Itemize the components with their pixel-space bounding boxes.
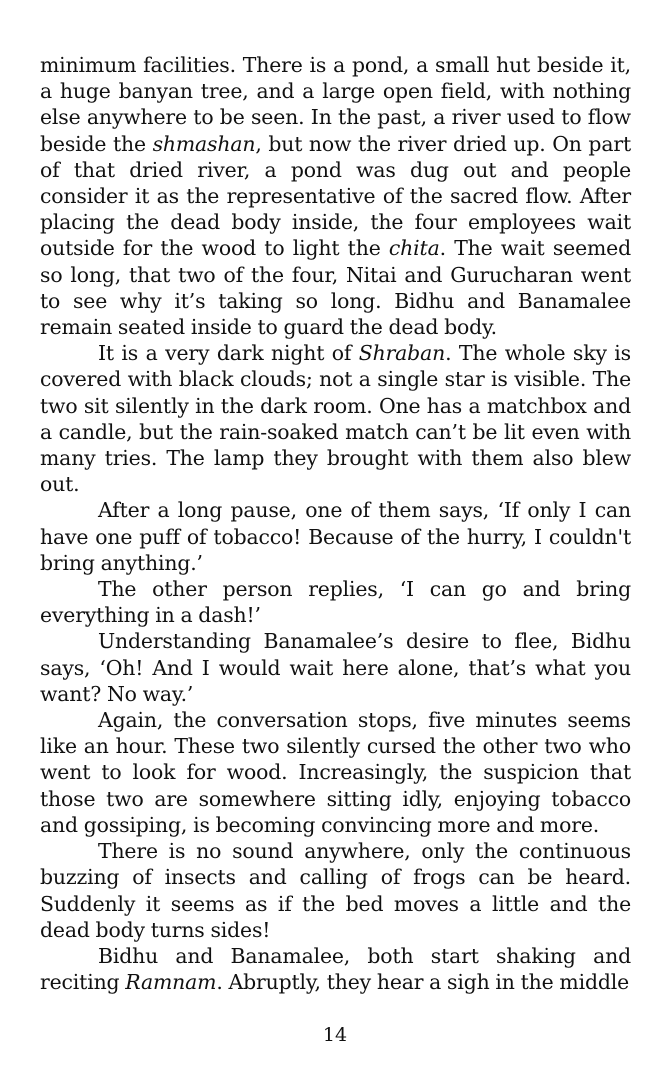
paragraph xyxy=(40,628,631,707)
text-run: After a long pause, one of them says, ‘If only I can have one puff of tobacco! Because of the hurry, I couldn't bring anything.’ xyxy=(40,498,631,575)
italic-term: Shraban xyxy=(358,341,446,366)
text-run: The other person replies, ‘I can go and bring everything in a dash!’ xyxy=(40,577,631,628)
text-run: minimum facilities. There is a pond, a small hut beside it, a huge banyan tree, and a large open field, with nothing else anywhere to be seen. In the past, a river used to flow beside the xyxy=(40,53,631,156)
text-run: Bidhu and Banamalee, both start shaking and reciting xyxy=(40,943,631,995)
page-number: 14 xyxy=(322,1024,348,1046)
paragraph xyxy=(40,52,631,340)
paragraph xyxy=(40,497,631,576)
paragraph xyxy=(40,340,631,497)
text-run: . The wait seemed so long, that two of the four, Nitai and Gurucharan went to see why it’s taking so long. Bidhu and Banamalee remain seated inside to guard the dead body. xyxy=(40,236,631,340)
text-run: There is no sound anywhere, only the continuous buzzing of insects and calling of frogs can be heard. Suddenly it seems as if the bed moves a little and the dead body turns sides! xyxy=(40,839,631,942)
text-run: It is a very dark night of xyxy=(98,341,359,366)
text-run: , but now the river dried up. On part of that dried river, a pond was dug out and people consider it as the representative of the sacred flow. After placing the dead body inside, the four employees wait outside for the wood to light the xyxy=(40,131,631,261)
text-run: Again, the conversation stops, five minutes seems like an hour. These two silently cursed the other two who went to look for wood. Increasingly, the suspicion that those two are somewhere sitting idly, enjoying tobacco and gossiping, is becoming convincing more and more. xyxy=(40,708,631,837)
paragraph xyxy=(40,576,631,628)
italic-term: shmashan xyxy=(152,131,256,156)
italic-term: chita xyxy=(388,236,440,261)
paragraph xyxy=(40,943,631,995)
paragraph xyxy=(40,707,631,838)
text-run: . The whole sky is covered with black clouds; not a single star is visible. The two sit silently in the dark room. One has a matchbox and a candle, but the rain-soaked match can’t be lit even with many tries. The lamp they brought with them also blew out. xyxy=(40,341,631,497)
text-run: Understanding Banamalee’s desire to flee, Bidhu says, ‘Oh! And I would wait here alone, that’s what you want? No way.’ xyxy=(40,629,631,706)
text-run: . Abruptly, they hear a sigh in the middle xyxy=(216,970,630,995)
italic-term: Ramnam xyxy=(125,970,217,995)
paragraph xyxy=(40,838,631,943)
body-text xyxy=(40,52,631,995)
